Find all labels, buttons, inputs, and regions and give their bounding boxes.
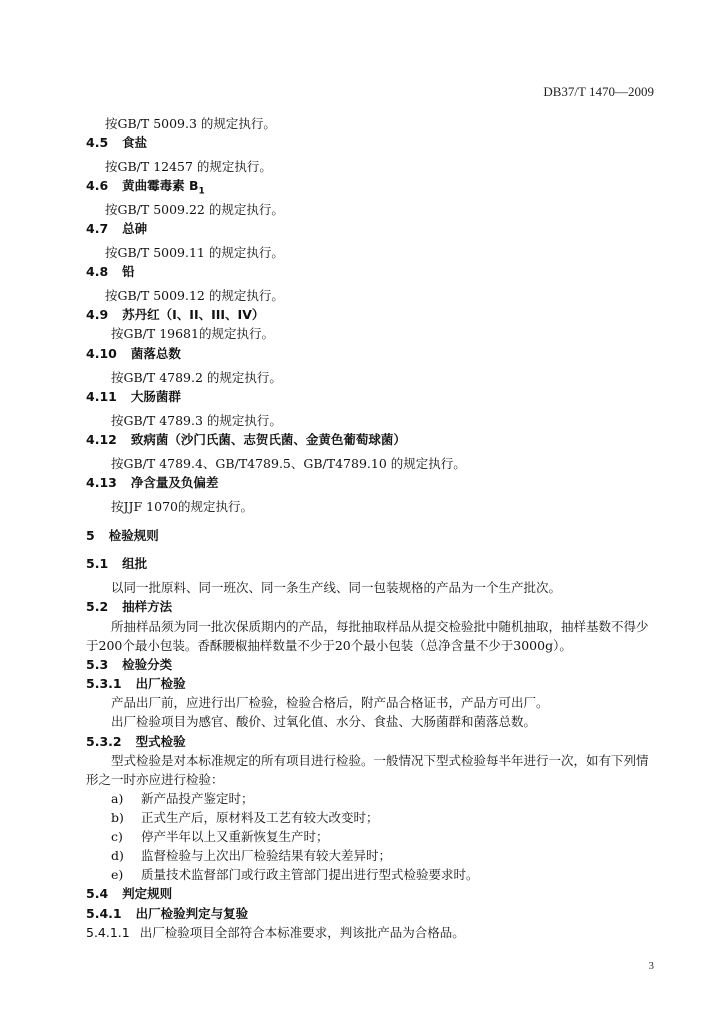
section-number: 4.7 xyxy=(86,221,109,236)
section-title: 抽样方法 xyxy=(122,599,173,614)
paragraph-5-1: 以同一批原料、同一班次、同一条生产线、同一包装规格的产品为一个生产批次。 xyxy=(111,580,562,595)
heading-4-10 xyxy=(86,346,181,362)
document-code: DB37/T 1470—2009 xyxy=(543,84,654,99)
heading-4-12 xyxy=(86,432,406,448)
paragraph-4-7: 按GB/T 5009.11 的规定执行。 xyxy=(105,245,284,260)
list-item-text: 新产品投产鉴定时； xyxy=(141,791,254,806)
section-title: 出厂检验 xyxy=(135,676,186,691)
list-marker: d) xyxy=(111,848,124,863)
section-title: 检验规则 xyxy=(108,528,159,543)
section-title: 组批 xyxy=(122,556,148,571)
list-item xyxy=(111,829,329,845)
section-title: 黄曲霉毒素 B xyxy=(122,178,199,193)
clause-text: 出厂检验项目全部符合本标准要求，判该批产品为合格品。 xyxy=(139,925,465,940)
list-item-text: 停产半年以上又重新恢复生产时； xyxy=(141,829,329,844)
section-number: 5.3.1 xyxy=(86,676,122,691)
list-item-text: 正式生产后，原材料及工艺有较大改变时； xyxy=(141,810,379,825)
section-title: 大肠菌群 xyxy=(130,389,181,404)
section-number: 4.6 xyxy=(86,178,109,193)
heading-4-5 xyxy=(86,135,147,151)
section-title: 菌落总数 xyxy=(130,346,181,361)
section-number: 5.3.2 xyxy=(86,734,122,749)
page-number: 3 xyxy=(648,960,654,972)
section-title: 型式检验 xyxy=(135,734,186,749)
heading-4-6 xyxy=(86,178,205,200)
list-marker: b) xyxy=(111,810,124,825)
heading-5-2 xyxy=(86,599,172,615)
section-number: 5.3 xyxy=(86,657,109,672)
list-item xyxy=(111,848,391,864)
paragraph-5-3-2-line-2: 形之一时亦应进行检验： xyxy=(86,772,224,787)
paragraph-5-2-line-2: 于200个最小包装。香酥腰椒抽样数量不少于20个最小包装（总净含量不少于3000g）。 xyxy=(86,638,572,653)
heading-5-1 xyxy=(86,556,147,572)
section-title: 致病菌（沙门氏菌、志贺氏菌、金黄色葡萄球菌） xyxy=(130,432,406,447)
heading-4-13 xyxy=(86,475,218,491)
heading-5-3-2 xyxy=(86,734,186,750)
section-title: 总砷 xyxy=(122,221,148,236)
section-title: 检验分类 xyxy=(122,657,173,672)
paragraph-4-5: 按GB/T 12457 的规定执行。 xyxy=(105,159,272,174)
section-number: 4.8 xyxy=(86,264,109,279)
paragraph-5-2-line-1: 所抽样品须为同一批次保质期内的产品，每批抽取样品从提交检验批中随机抽取，抽样基数不得少 xyxy=(111,619,649,634)
list-marker: c) xyxy=(111,829,123,844)
list-item-text: 监督检验与上次出厂检验结果有较大差异时； xyxy=(141,848,392,863)
section-title: 判定规则 xyxy=(122,886,173,901)
section-title: 出厂检验判定与复验 xyxy=(135,906,249,921)
paragraph-4-10: 按GB/T 4789.2 的规定执行。 xyxy=(111,370,282,385)
section-title: 净含量及负偏差 xyxy=(130,475,219,490)
list-item xyxy=(111,810,379,826)
paragraph-4-4: 按GB/T 5009.3 的规定执行。 xyxy=(105,116,276,131)
heading-5 xyxy=(86,528,159,544)
paragraph-5-3-2-line-1: 型式检验是对本标准规定的所有项目进行检验。一般情况下型式检验每半年进行一次，如有下列情 xyxy=(111,753,649,768)
list-item-text: 质量技术监督部门或行政主管部门提出进行型式检验要求时。 xyxy=(141,867,479,882)
section-number: 5.4.1.1 xyxy=(86,925,130,940)
section-title: 铅 xyxy=(122,264,135,279)
section-title: 食盐 xyxy=(122,135,148,150)
section-number: 4.5 xyxy=(86,135,109,150)
heading-5-4 xyxy=(86,886,172,902)
heading-4-8 xyxy=(86,264,135,280)
section-number: 5.1 xyxy=(86,556,109,571)
paragraph-4-6: 按GB/T 5009.22 的规定执行。 xyxy=(105,202,284,217)
heading-4-7 xyxy=(86,221,147,237)
paragraph-4-11: 按GB/T 4789.3 的规定执行。 xyxy=(111,413,282,428)
paragraph-4-12: 按GB/T 4789.4、GB/T4789.5、GB/T4789.10 的规定执行。 xyxy=(111,456,466,471)
heading-4-11 xyxy=(86,389,181,405)
section-number: 4.10 xyxy=(86,346,117,361)
list-item xyxy=(111,791,254,807)
section-number: 5.4.1 xyxy=(86,906,122,921)
section-number: 4.9 xyxy=(86,307,109,322)
section-title: 苏丹红（I、II、III、IV） xyxy=(122,307,265,322)
list-item xyxy=(111,867,479,883)
heading-5-3-1 xyxy=(86,676,186,692)
heading-5-3 xyxy=(86,657,172,673)
paragraph-4-8: 按GB/T 5009.12 的规定执行。 xyxy=(105,288,284,303)
heading-5-4-1 xyxy=(86,906,248,922)
section-number: 4.12 xyxy=(86,432,117,447)
section-number: 5.4 xyxy=(86,886,109,901)
heading-4-9 xyxy=(86,307,264,323)
section-number: 5 xyxy=(86,528,95,543)
list-marker: e) xyxy=(111,867,124,882)
list-marker: a) xyxy=(111,791,124,806)
clause-5-4-1-1 xyxy=(86,925,465,941)
section-number: 5.2 xyxy=(86,599,109,614)
paragraph-4-13: 按JJF 1070的规定执行。 xyxy=(111,499,253,514)
section-number: 4.11 xyxy=(86,389,117,404)
paragraph-5-3-1-line-2: 出厂检验项目为感官、酸价、过氧化值、水分、食盐、大肠菌群和菌落总数。 xyxy=(111,714,537,729)
section-number: 4.13 xyxy=(86,475,117,490)
paragraph-4-9: 按GB/T 19681的规定执行。 xyxy=(111,326,274,341)
paragraph-5-3-1-line-1: 产品出厂前，应进行出厂检验，检验合格后，附产品合格证书，产品方可出厂。 xyxy=(111,695,549,710)
subscript: 1 xyxy=(198,186,205,197)
